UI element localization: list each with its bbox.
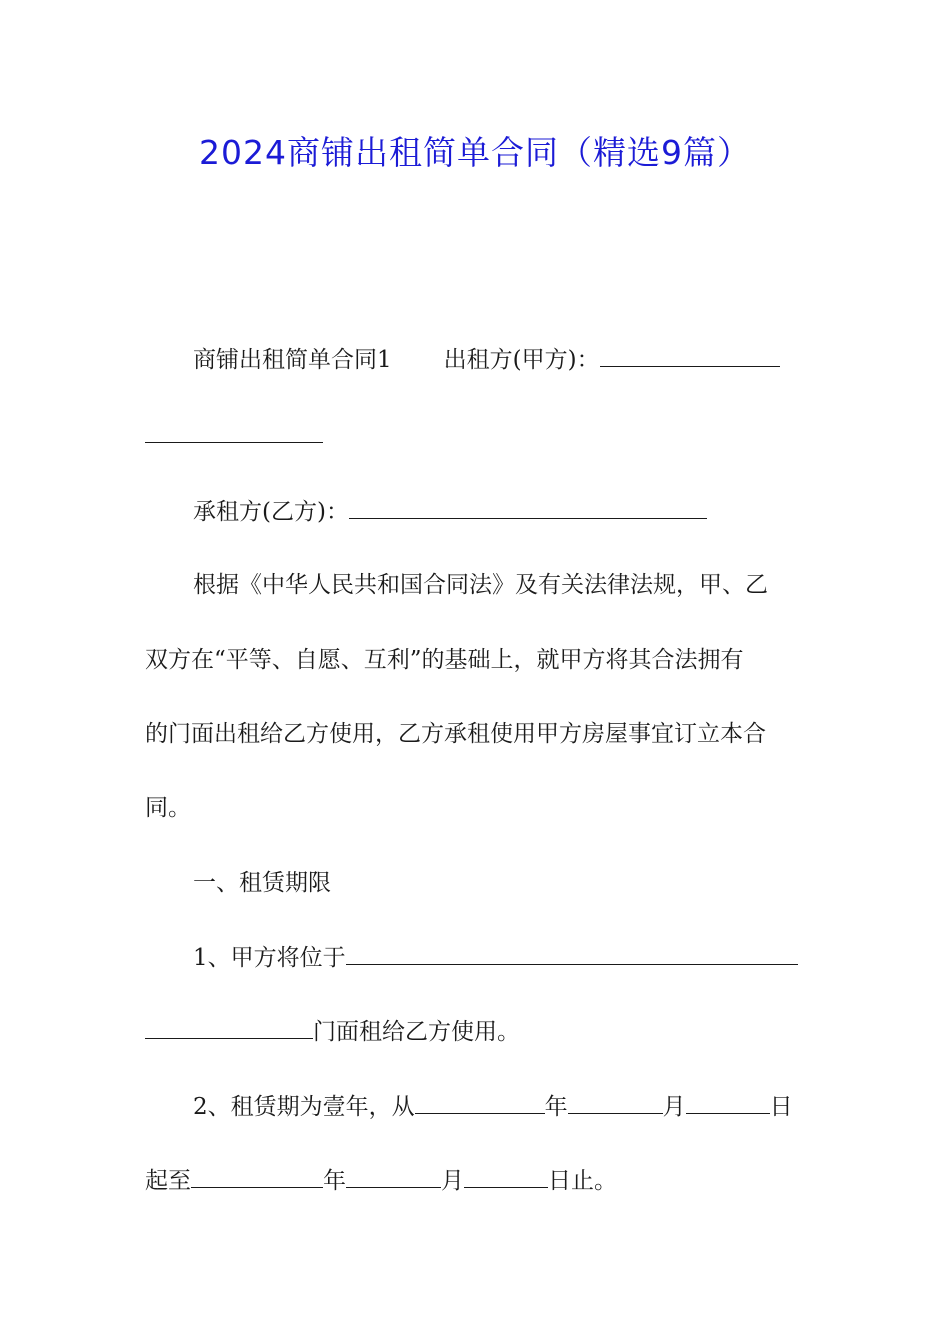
clause-2-line — [145, 1087, 858, 1127]
preamble-line: 的门面出租给乙方使用，乙方承租使用甲方房屋事宜订立本合 — [145, 721, 766, 747]
day-label: 日 — [769, 1094, 793, 1120]
location-blank-continued — [145, 1012, 313, 1039]
preamble-line: 根据《中华人民共和国合同法》及有关法律法规，甲、乙 — [193, 572, 768, 598]
clause-2-prefix: 2、租赁期为壹年，从 — [193, 1094, 415, 1120]
year-label: 年 — [323, 1168, 346, 1194]
month-label: 月 — [662, 1094, 686, 1120]
lessor-blank-continued — [145, 416, 323, 443]
clause-2-continued-line — [145, 1161, 810, 1201]
location-blank — [346, 938, 798, 965]
contract-heading: 商铺出租简单合同1 — [193, 347, 392, 373]
end-month-blank — [346, 1161, 441, 1188]
year-label: 年 — [544, 1094, 568, 1120]
lessor-blank — [600, 340, 780, 367]
preamble-line: 双方在“平等、自愿、互利”的基础上，就甲方将其合法拥有 — [145, 647, 744, 673]
clause-1-line — [145, 938, 858, 978]
end-day-label: 日止。 — [548, 1168, 617, 1194]
until-label: 起至 — [145, 1168, 191, 1194]
month-label: 月 — [441, 1168, 464, 1194]
preamble-line: 同。 — [145, 795, 191, 821]
section-heading: 一、租赁期限 — [193, 870, 331, 896]
end-year-blank — [191, 1161, 323, 1188]
start-year-blank — [415, 1087, 545, 1114]
lessor-blank-continued-line — [145, 416, 810, 456]
lessee-label: 承租方(乙方)： — [193, 499, 349, 525]
contract-header-line — [145, 340, 858, 380]
start-month-blank — [568, 1087, 663, 1114]
end-day-blank — [464, 1161, 548, 1188]
clause-1-suffix: 门面租给乙方使用。 — [313, 1019, 520, 1045]
lessee-line — [145, 492, 858, 532]
clause-1-continued-line — [145, 1012, 810, 1052]
document-title: 2024商铺出租简单合同（精选9篇） — [199, 133, 751, 172]
lessee-blank — [349, 492, 707, 519]
clause-1-prefix: 1、甲方将位于 — [193, 945, 346, 971]
start-day-blank — [686, 1087, 770, 1114]
lessor-label: 出租方(甲方)： — [443, 347, 600, 373]
